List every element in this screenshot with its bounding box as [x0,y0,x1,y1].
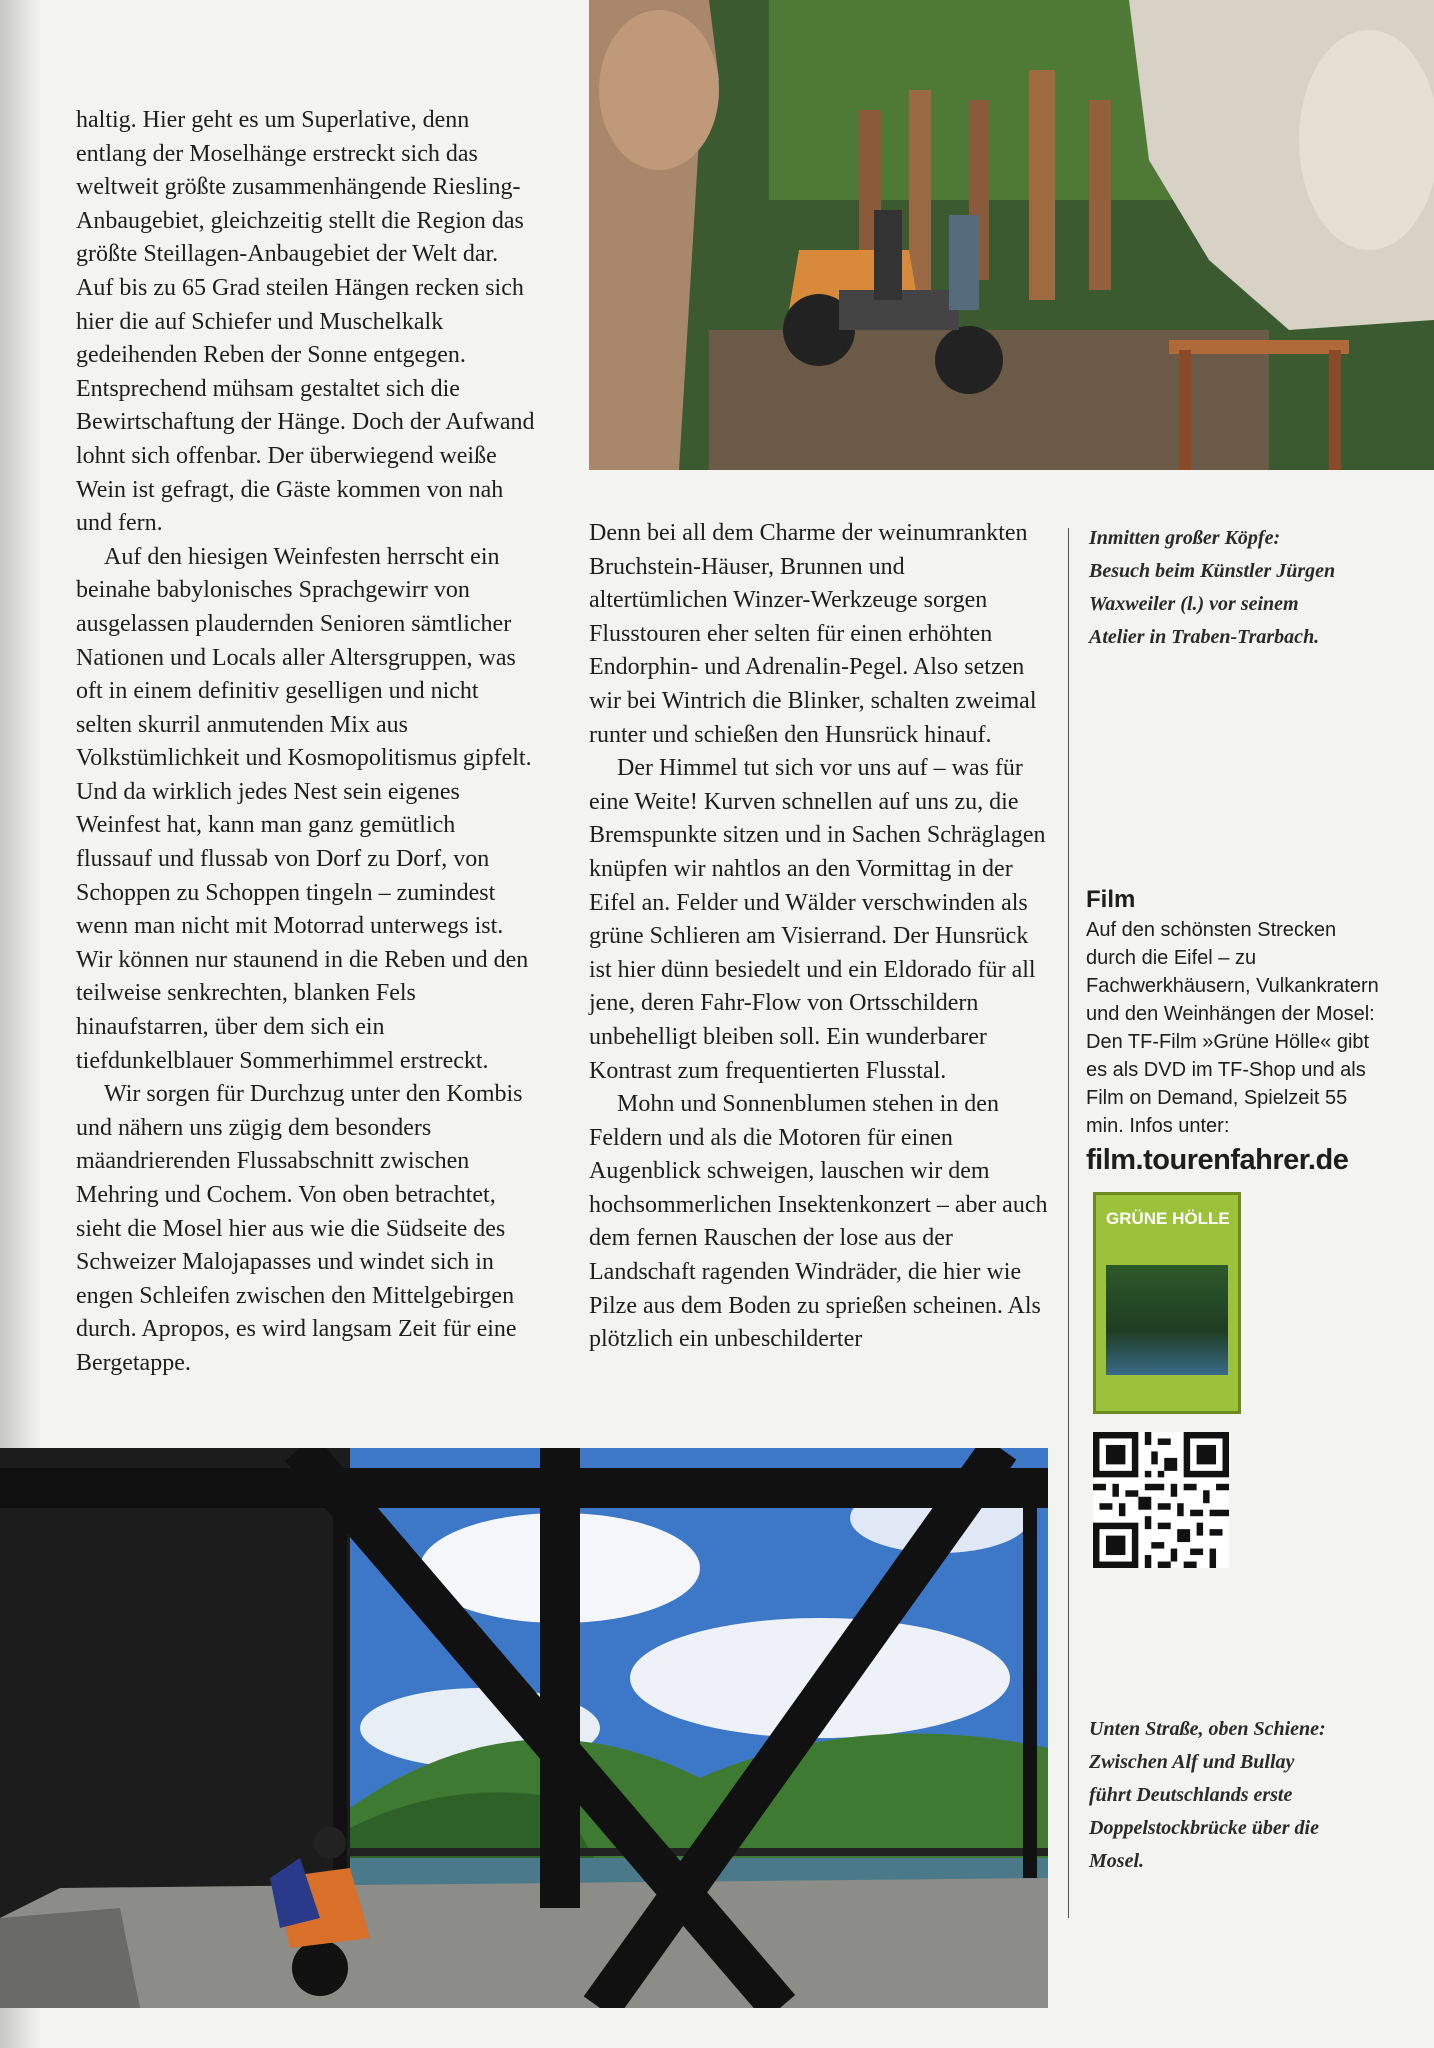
dvd-cover-image [1093,1192,1241,1414]
article-column-2 [589,517,1049,1357]
photo-caption-top: Inmitten großer Köpfe: Besuch beim Künstler Jürgen Waxweiler (l.) vor seinem Atelier in Traben-Trarbach. [1089,527,1336,648]
photo-double-deck-bridge [0,1448,1048,2008]
paragraph: Denn bei all dem Charme der weinumrankten Bruchstein-Häuser, Brunnen und altertümlichen Winzer-Werkzeuge sorgen Flusstouren eher selten für einen erhöhten Endorphin- und Adrenalin-Pegel. Also setzen wir bei Wintrich die Blinker, schalten zweimal runter und schießen den Hunsrück hinauf. [589,520,1037,748]
paragraph: haltig. Hier geht es um Superlative, denn entlang der Moselhänge erstreckt sich das weltweit größte zusammenhängende Riesling-Anbaugebiet, gleichzeitig stellt die Region das größte Steillagen-Anbaugebiet der Welt dar. Auf bis zu 65 Grad steilen Hängen recken sich hier die auf Schiefer und Muschelkalk gedeihenden Reben der Sonne entgegen. Entsprechend mühsam gestaltet sich die Bewirtschaftung der Hänge. Doch der Aufwand lohnt sich offenbar. Der überwiegend weiße Wein ist gefragt, die Gäste kommen von nah und fern. [76,107,535,537]
film-url-link[interactable]: film.tourenfahrer.de [1086,1144,1349,1176]
dvd-cover-photo [1106,1265,1228,1375]
film-description: Auf den schönsten Strecken durch die Eifel – zu Fachwerkhäusern, Vulkankratern und den Weinhängen der Mosel: Den TF-Film »Grüne Hölle« gibt es als DVD im TF-Shop und als Film on Demand, Spielzeit 55 min. Infos unter: [1086,919,1379,1137]
paragraph: Der Himmel tut sich vor uns auf – was für eine Weite! Kurven schnellen auf uns zu, die Bremspunkte sitzen und in Sachen Schräglagen knüpfen wir nahtlos an den Vormittag in der Eifel an. Felder und Wälder verschwinden als grüne Schlieren am Visierrand. Der Hunsrück ist hier dünn besiedelt und ein Eldorado für all jene, deren Fahr-Flow von Ortsschildern unbehelligt bleiben soll. Ein wunderbarer Kontrast zum frequentierten Flusstal. [589,755,1046,1084]
dvd-title: GRÜNE HÖLLE [1106,1209,1230,1228]
film-info-box [1086,884,1386,1180]
photo-sculpture-garden [589,0,1434,470]
qr-code-icon[interactable] [1093,1432,1229,1568]
paragraph: Auf den hiesigen Weinfesten herrscht ein beinahe babylonisches Sprachgewirr von ausgelassen plaudernden Senioren sämtlicher Nationen und Locals aller Altersgruppen, was oft in einem definitiv geselligen und nicht selten skurril anmutenden Mix aus Volkstümlichkeit und Kosmopolitismus gipfelt. Und da wirklich jedes Nest sein eigenes Weinfest hat, kann man ganz gemütlich flussauf und flussab von Dorf zu Dorf, von Schoppen zu Schoppen tingeln – zumindest wenn man nicht mit Motorrad unterwegs ist. Wir können nur staunend in die Reben und den teilweise senkrechten, blanken Fels hinaufstarren, über dem sich ein tiefdunkelblauer Sommerhimmel erstreckt. [76,543,532,1074]
film-heading: Film [1086,886,1136,913]
paragraph: Mohn und Sonnenblumen stehen in den Feldern und als die Motoren für einen Augenblick schweigen, lauschen wir dem hochsommerlichen Insektenkonzert – aber auch dem fernen Rauschen der lose aus der Landschaft ragenden Windräder, die hier wie Pilze aus dem Boden zu sprießen scheinen. Als plötzlich ein unbeschilderter [589,1091,1048,1353]
article-column-1 [76,104,536,1381]
photo-caption-bottom: Unten Straße, oben Schiene: Zwischen Alf und Bullay führt Deutschlands erste Doppelstockbrücke über die Mosel. [1089,1718,1326,1872]
paragraph: Wir sorgen für Durchzug unter den Kombis und nähern uns zügig dem besonders mäandrierenden Flussabschnitt zwischen Mehring und Cochem. Von oben betrachtet, sieht die Mosel hier aus wie die Südseite des Schweizer Malojapasses und windet sich in engen Schleifen zwischen den Mittelgebirgen durch. Apropos, es wird langsam Zeit für eine Bergetappe. [76,1081,523,1376]
column-divider [1068,528,1069,1918]
